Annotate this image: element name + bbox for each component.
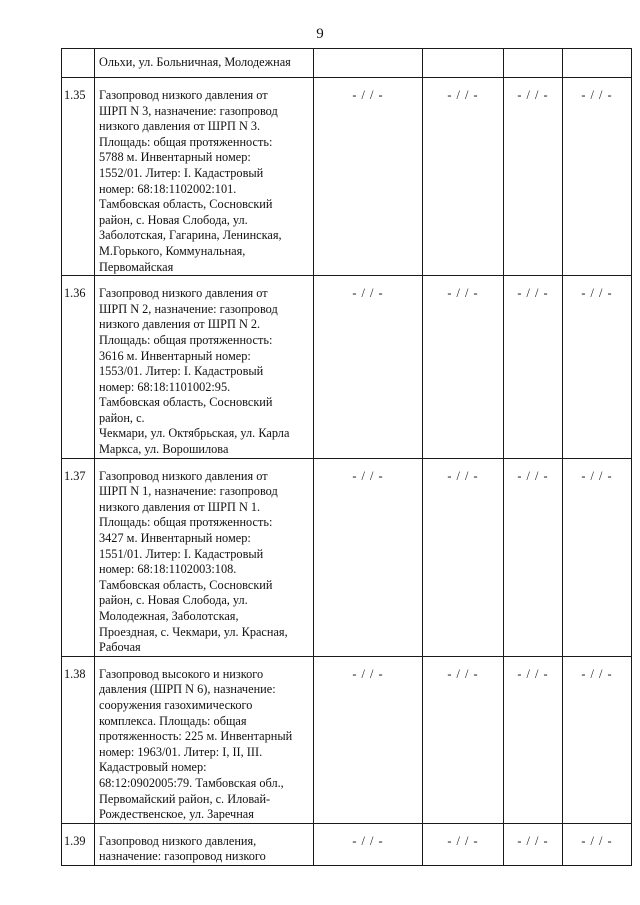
ditto-mark: - / / - (504, 276, 563, 459)
row-number-cell (62, 49, 95, 78)
description-text: Ольхи, ул. Больничная, Молодежная (99, 55, 291, 69)
ditto-mark: - / / - (563, 276, 632, 459)
row-number: 1.39 (62, 823, 95, 865)
description-cell (95, 78, 314, 276)
table-row (62, 458, 632, 656)
ditto-mark: - / / - (563, 78, 632, 276)
description-cell (95, 656, 314, 823)
ditto-mark: - / / - (423, 458, 504, 656)
ditto-mark: - / / - (423, 78, 504, 276)
description-text: Газопровод низкого давления, назначение: газопровод низкого (99, 833, 266, 864)
ditto-mark: - / / - (504, 458, 563, 656)
table-row (62, 656, 632, 823)
description-cell (95, 458, 314, 656)
ditto-mark: - / / - (563, 656, 632, 823)
row-number: 1.36 (62, 276, 95, 459)
ditto-mark: - / / - (504, 78, 563, 276)
value-cell (314, 49, 423, 78)
description-cell (95, 49, 314, 78)
description-text: Газопровод низкого давления от ШРП N 3, назначение: газопровод низкого давления от ШРП N 3. Площадь: общая протяженность: 5788 м. Инвентарный номер: 1552/01. Литер: I. Кадастровый номер: 68:18:1102002:101. Тамбовская область, Сосновский район, с. Новая Слобода, ул. Заболотская, Гагарина, Ленинская, М.Горького, Коммунальная, Первомайская (99, 88, 282, 274)
ditto-mark: - / / - (504, 823, 563, 865)
description-text: Газопровод низкого давления от ШРП N 2, назначение: газопровод низкого давления от ШРП N 2. Площадь: общая протяженность: 3616 м. Инвентарный номер: 1553/01. Литер: I. Кадастровый номер: 68:18:1101002:95. Тамбовская область, Сосновский район, с. Чекмари, ул. Октябрьская, ул. Карла Маркса, ул. Ворошилова (99, 286, 290, 457)
page-number: 9 (316, 26, 324, 42)
table-row (62, 49, 632, 78)
ditto-mark: - / / - (563, 458, 632, 656)
row-number: 1.37 (62, 458, 95, 656)
ditto-mark: - / / - (423, 276, 504, 459)
ditto-mark: - / / - (314, 276, 423, 459)
ditto-mark: - / / - (504, 656, 563, 823)
ditto-mark: - / / - (423, 823, 504, 865)
description-cell (95, 823, 314, 865)
value-cell (563, 49, 632, 78)
ditto-mark: - / / - (314, 458, 423, 656)
description-text: Газопровод низкого давления от ШРП N 1, назначение: газопровод низкого давления от ШРП N 1. Площадь: общая протяженность: 3427 м. Инвентарный номер: 1551/01. Литер: I. Кадастровый номер: 68:18:1102003:108. Тамбовская область, Сосновский район, с. Новая Слобода, ул. Молодежная, Заболотская, Проездная, с. Чекмари, ул. Красная, Рабочая (99, 468, 288, 655)
ditto-mark: - / / - (314, 823, 423, 865)
ditto-mark: - / / - (314, 78, 423, 276)
description-cell (95, 276, 314, 459)
ditto-mark: - / / - (314, 656, 423, 823)
ditto-mark: - / / - (563, 823, 632, 865)
table-row (62, 78, 632, 276)
value-cell (504, 49, 563, 78)
row-number: 1.38 (62, 656, 95, 823)
ditto-mark: - / / - (423, 656, 504, 823)
row-number: 1.35 (62, 78, 95, 276)
table-row (62, 823, 632, 865)
description-text: Газопровод высокого и низкого давления (ШРП N 6), назначение: сооружения газохимического комплекса. Площадь: общая протяженность: 225 м. Инвентарный номер: 1963/01. Литер: I, II, III. Кадастровый номер: 68:12:0902005:79. Тамбовская обл., Первомайский район, с. Иловай- Рождественское, ул. Заречная (99, 666, 293, 822)
table-row (62, 276, 632, 459)
value-cell (423, 49, 504, 78)
property-registry-table (61, 48, 632, 866)
